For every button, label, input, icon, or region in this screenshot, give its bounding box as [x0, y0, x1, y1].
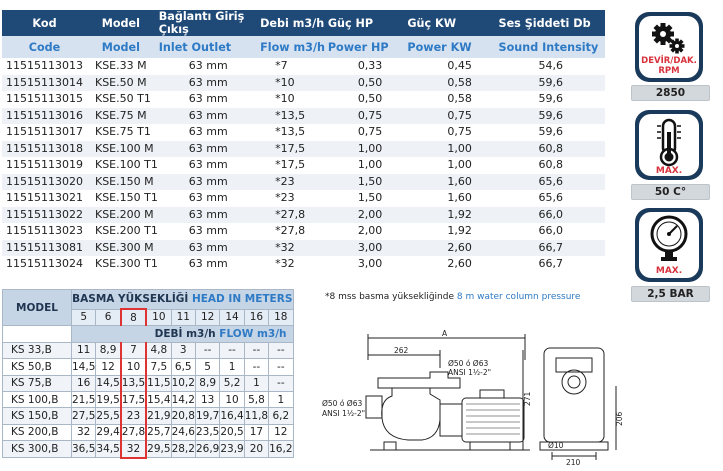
spec-cell: KSE.75 M: [83, 108, 159, 125]
flow-value: --: [269, 342, 293, 358]
spec-cell: KSE.300 T1: [94, 257, 158, 270]
flow-value: 14,2: [171, 391, 195, 407]
flow-value: 27,8: [121, 424, 146, 440]
spec-cell: KSE.50 T1: [94, 92, 151, 105]
spec-cell: 11515113015: [6, 92, 83, 105]
spec-cell: 11515113022: [2, 207, 83, 224]
flow-value: 10: [220, 391, 244, 407]
spec-cell: *10: [260, 75, 328, 92]
flow-value: 23,5: [195, 424, 219, 440]
head-value: 12: [195, 309, 219, 326]
dim-a: A: [442, 329, 448, 338]
flow-row: [3, 342, 294, 358]
dim-outlet-1: Ø50 ó Ø63: [448, 359, 489, 368]
flow-value: 19,7: [195, 408, 219, 424]
flow-model: KS 75,B: [3, 375, 72, 391]
spec-cell: KSE.100 M: [83, 141, 159, 158]
spec-cell: 1,00: [447, 158, 472, 171]
spec-cell: 11515113017: [6, 125, 83, 138]
col-code: Code: [2, 36, 83, 58]
dim-10: Ø10: [548, 441, 564, 450]
flow-title: [72, 326, 294, 342]
spec-header-tr: [2, 10, 605, 36]
spec-cell: 11515113016: [2, 108, 83, 125]
flow-value: 5,2: [220, 375, 244, 391]
dim-271: 271: [523, 391, 532, 406]
spec-cell: 66,0: [499, 207, 605, 224]
flow-value: 17,5: [121, 391, 146, 407]
flow-value: 28,2: [171, 441, 195, 458]
head-value: 5: [72, 309, 96, 326]
spec-cell: *10: [275, 92, 295, 105]
col-model-en: Model: [83, 36, 159, 58]
spec-cell: KSE.150 T1: [94, 191, 158, 204]
spec-cell: 11515113020: [2, 174, 83, 191]
flow-model: KS 150,B: [3, 408, 72, 424]
spec-cell: KSE.200 M: [83, 207, 159, 224]
spec-row: [2, 141, 605, 158]
flow-table: [2, 289, 294, 459]
spec-row: [2, 256, 605, 273]
spec-cell: 2,00: [328, 207, 408, 224]
flow-value: 29,5: [146, 441, 171, 458]
flow-value: 23,9: [220, 441, 244, 458]
flow-row: [3, 424, 294, 440]
spec-cell: 3,00: [328, 240, 408, 257]
head-value: 6: [96, 309, 121, 326]
spec-cell: 0,45: [447, 59, 472, 72]
spec-cell: 11515113019: [6, 158, 83, 171]
flow-model: KS 33,B: [3, 342, 72, 358]
spec-cell: 1,50: [328, 174, 408, 191]
spec-cell: KSE.300 M: [83, 240, 159, 257]
spec-row: [2, 190, 605, 207]
flow-value: 29,4: [96, 424, 121, 440]
spec-cell: *13,5: [275, 125, 306, 138]
flow-value: 5,8: [244, 391, 268, 407]
spec-cell: 54,6: [538, 59, 564, 72]
flow-value: 14,5: [96, 375, 121, 391]
spec-cell: 66,7: [499, 240, 605, 257]
spec-cell: KSE.150 M: [83, 174, 159, 191]
flow-value: 15,4: [146, 391, 171, 407]
spec-row: [2, 108, 605, 125]
temp-value-badge: 50 C°: [631, 184, 710, 200]
spec-cell: *27,8: [260, 207, 328, 224]
flow-value: 11,8: [244, 408, 268, 424]
flow-value: 1: [244, 375, 268, 391]
spec-cell: 63 mm: [188, 158, 228, 171]
dim-210: 210: [566, 458, 581, 467]
flow-value: 23: [121, 408, 146, 424]
flow-value: 1: [269, 391, 293, 407]
col-guc-kw: Güç KW: [407, 10, 498, 36]
flow-value: 11,5: [146, 375, 171, 391]
flow-value: 12: [96, 359, 121, 375]
spec-header-en: [2, 36, 605, 58]
spec-cell: 63 mm: [159, 240, 260, 257]
col-baglanti: Bağlantı Giriş Çıkış: [159, 10, 260, 36]
flow-row: [3, 441, 294, 458]
flow-value: 20: [244, 441, 268, 458]
spec-cell: 11515113013: [6, 59, 83, 72]
flow-note: [325, 292, 580, 302]
dim-outlet-2: ANSI 1½-2": [448, 368, 492, 377]
spec-cell: 63 mm: [188, 59, 228, 72]
spec-cell: 66,0: [538, 224, 564, 237]
flow-value: 16,2: [269, 441, 293, 458]
flow-value: 32: [72, 424, 96, 440]
flow-value: 12: [269, 424, 293, 440]
spec-cell: 0,75: [328, 108, 408, 125]
col-ses: Ses Şiddeti Db: [499, 10, 605, 36]
spec-cell: 11515113081: [2, 240, 83, 257]
spec-cell: KSE.75 T1: [94, 125, 151, 138]
spec-row: [2, 91, 605, 108]
pressure-box: [635, 208, 703, 282]
flow-value: --: [195, 342, 219, 358]
flow-value: 6,5: [171, 359, 195, 375]
spec-cell: 0,50: [328, 75, 408, 92]
flow-value: 16: [72, 375, 96, 391]
note-en: 8 m water column pressure: [456, 292, 581, 302]
flow-row: [3, 391, 294, 407]
spec-cell: KSE.33 M: [94, 59, 147, 72]
spec-cell: 0,75: [407, 108, 498, 125]
spec-cell: 65,6: [538, 191, 564, 204]
head-value: 16: [244, 309, 268, 326]
flow-value: 25,7: [146, 424, 171, 440]
col-guc-hp: Güç HP: [328, 10, 408, 36]
spec-row: [2, 124, 605, 141]
col-inlet-outlet: Inlet Outlet: [159, 36, 260, 58]
temp-label: MAX.: [655, 166, 683, 176]
rpm-label-en: RPM: [658, 66, 680, 76]
spec-cell: *17,5: [260, 141, 328, 158]
head-value: 10: [146, 309, 171, 326]
pressure-label: MAX.: [655, 266, 683, 276]
flow-value: 13,5: [121, 375, 146, 391]
col-model: Model: [83, 10, 159, 36]
spec-cell: *32: [275, 257, 295, 270]
flow-value: 11: [72, 342, 96, 358]
spec-row: [2, 75, 605, 92]
flow-value: 10,2: [171, 375, 195, 391]
rpm-label: [635, 56, 703, 76]
head-value: 18: [269, 309, 293, 326]
flow-value: 20,8: [171, 408, 195, 424]
flow-model: KS 50,B: [3, 359, 72, 375]
spec-cell: *32: [260, 240, 328, 257]
flow-body: [3, 342, 294, 457]
head-title-tr: BASMA YÜKSEKLİĞİ: [72, 293, 189, 305]
spec-cell: 63 mm: [159, 174, 260, 191]
col-kod: Kod: [2, 10, 83, 36]
head-title: [72, 290, 294, 310]
flow-value: 36,5: [72, 441, 96, 458]
head-value: 8: [121, 309, 146, 326]
spec-cell: KSE.200 T1: [94, 224, 158, 237]
flow-value: 17: [244, 424, 268, 440]
spec-row: [2, 174, 605, 191]
spec-cell: 59,6: [538, 125, 564, 138]
flow-value: --: [244, 359, 268, 375]
rpm-box: [635, 12, 703, 82]
flow-row: [3, 359, 294, 375]
pump-drawing: [322, 329, 720, 468]
flow-value: --: [269, 375, 293, 391]
spec-cell: 2,60: [447, 257, 472, 270]
spec-cell: 63 mm: [188, 191, 228, 204]
spec-cell: 59,6: [499, 75, 605, 92]
spec-cell: 11515113021: [6, 191, 83, 204]
spec-cell: 11515113018: [2, 141, 83, 158]
spec-cell: 0,58: [407, 75, 498, 92]
flow-value: 3: [171, 342, 195, 358]
spec-cell: 60,8: [538, 158, 564, 171]
temp-box: [635, 110, 703, 180]
spec-cell: 63 mm: [188, 92, 228, 105]
spec-cell: 59,6: [538, 92, 564, 105]
spec-cell: *23: [260, 174, 328, 191]
spec-table: [2, 10, 605, 273]
rpm-label-tr: DEVİR/DAK.: [641, 56, 697, 66]
spec-cell: 0,33: [357, 59, 383, 72]
spec-row: [2, 223, 605, 240]
flow-value: 24,6: [171, 424, 195, 440]
head-title-en: HEAD IN METERS: [191, 293, 293, 305]
spec-cell: 2,00: [357, 224, 383, 237]
spec-cell: 63 mm: [159, 141, 260, 158]
spec-cell: 1,92: [447, 224, 472, 237]
spec-row: [2, 240, 605, 257]
flow-value: 25,5: [96, 408, 121, 424]
flow-title-en: FLOW m3/h: [219, 328, 287, 341]
spec-cell: 1,60: [407, 174, 498, 191]
spec-cell: 1,00: [407, 141, 498, 158]
flow-value: 27,5: [72, 408, 96, 424]
dim-inlet-1: Ø50 ó Ø63: [322, 399, 363, 408]
flow-title-tr: DEBİ m3/h: [154, 328, 216, 341]
spec-cell: 1,50: [357, 191, 383, 204]
flow-title-spacer: [3, 326, 72, 342]
spec-cell: 1,00: [357, 158, 383, 171]
spec-row: [2, 207, 605, 224]
head-value: 11: [171, 309, 195, 326]
pressure-value-badge: 2,5 BAR: [631, 286, 710, 302]
spec-cell: 65,6: [499, 174, 605, 191]
spec-cell: 2,60: [407, 240, 498, 257]
dim-inlet-2: ANSI 1½-2": [322, 409, 366, 418]
spec-cell: *13,5: [260, 108, 328, 125]
spec-cell: 63 mm: [159, 108, 260, 125]
spec-cell: *7: [275, 59, 288, 72]
spec-cell: *17,5: [275, 158, 306, 171]
flow-model: KS 200,B: [3, 424, 72, 440]
spec-cell: 66,7: [538, 257, 564, 270]
spec-cell: 63 mm: [188, 125, 228, 138]
flow-value: --: [269, 359, 293, 375]
flow-value: 16,4: [220, 408, 244, 424]
flow-value: 14,5: [72, 359, 96, 375]
flow-value: 4,8: [146, 342, 171, 358]
col-debi: Debi m3/h: [260, 10, 328, 36]
flow-model-header: MODEL: [3, 290, 72, 326]
flow-value: 20,5: [220, 424, 244, 440]
flow-value: 1: [220, 359, 244, 375]
flow-row: [3, 408, 294, 424]
spec-cell: 3,00: [357, 257, 383, 270]
spec-row: [2, 157, 605, 174]
flow-value: --: [244, 342, 268, 358]
spec-cell: 0,75: [447, 125, 472, 138]
flow-model: KS 300,B: [3, 441, 72, 458]
spec-cell: 1,92: [407, 207, 498, 224]
spec-row: [2, 58, 605, 75]
flow-value: 34,5: [96, 441, 121, 458]
spec-cell: 11515113023: [6, 224, 83, 237]
dim-206: 206: [615, 411, 624, 426]
col-sound: Sound Intensity: [499, 36, 605, 58]
spec-cell: 0,50: [357, 92, 383, 105]
flow-value: 19,5: [96, 391, 121, 407]
flow-model: KS 100,B: [3, 391, 72, 407]
flow-value: --: [220, 342, 244, 358]
rpm-value-badge: 2850: [631, 85, 710, 101]
spec-cell: 0,75: [357, 125, 383, 138]
flow-value: 6,2: [269, 408, 293, 424]
spec-cell: 63 mm: [159, 207, 260, 224]
spec-cell: 63 mm: [188, 224, 228, 237]
spec-cell: *27,8: [275, 224, 306, 237]
col-power-hp: Power HP: [328, 36, 408, 58]
spec-cell: 1,60: [447, 191, 472, 204]
flow-value: 5: [195, 359, 219, 375]
note-tr: *8 mss basma yüksekliğinde: [325, 292, 455, 302]
flow-value: 13: [195, 391, 219, 407]
flow-value: 21,9: [146, 408, 171, 424]
spec-cell: 59,6: [499, 108, 605, 125]
flow-value: 7,5: [146, 359, 171, 375]
flow-value: 7: [121, 342, 146, 358]
spec-body: [2, 58, 605, 273]
flow-row: [3, 375, 294, 391]
spec-cell: 63 mm: [159, 75, 260, 92]
head-value: 14: [220, 309, 244, 326]
spec-cell: 11515113014: [2, 75, 83, 92]
spec-cell: KSE.100 T1: [94, 158, 158, 171]
spec-cell: 0,58: [447, 92, 472, 105]
spec-cell: 60,8: [499, 141, 605, 158]
flow-value: 10: [121, 359, 146, 375]
spec-cell: 63 mm: [188, 257, 228, 270]
spec-cell: *23: [275, 191, 295, 204]
spec-cell: KSE.50 M: [83, 75, 159, 92]
dim-262: 262: [394, 346, 409, 355]
flow-value: 32: [121, 441, 146, 458]
spec-cell: 1,00: [328, 141, 408, 158]
col-flow: Flow m3/h: [260, 36, 328, 58]
flow-value: 8,9: [96, 342, 121, 358]
flow-value: 26,9: [195, 441, 219, 458]
col-power-kw: Power KW: [407, 36, 498, 58]
flow-value: 8,9: [195, 375, 219, 391]
flow-value: 21,5: [72, 391, 96, 407]
spec-cell: 11515113024: [6, 257, 83, 270]
